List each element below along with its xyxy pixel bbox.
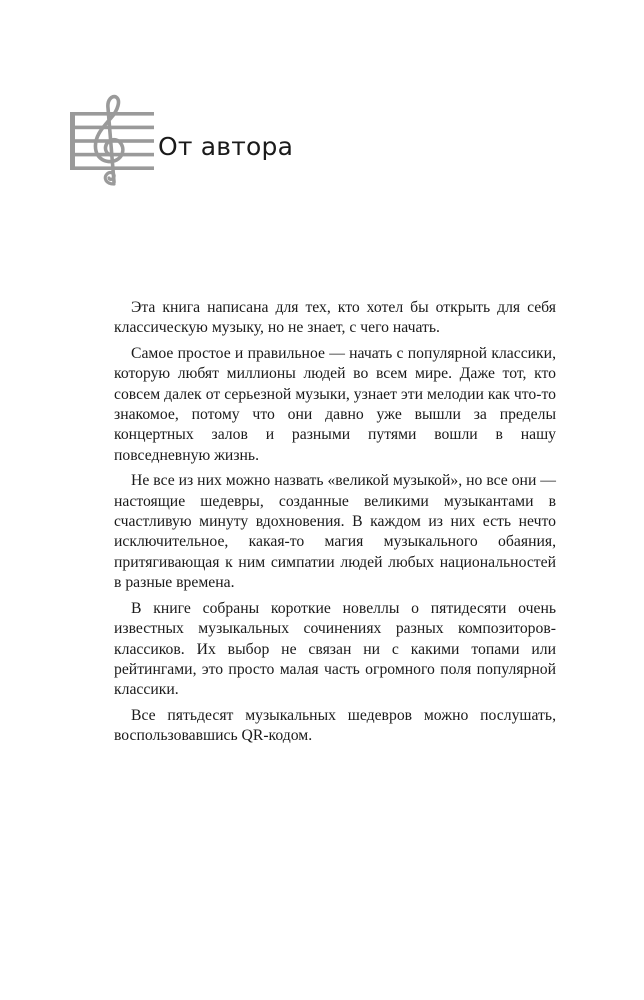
paragraph: Все пятьдесят музыкальных шедевров можно послушать, воспользовавшись QR-кодом. — [114, 706, 556, 745]
chapter-heading — [70, 94, 293, 186]
body-text — [114, 298, 556, 752]
paragraph: Самое простое и правильное — начать с популярной классики, которую любят миллионы людей во всем мире. Даже тот, кто совсем далек от серьезной музыки, узнает эти мелодии как что-то знакомое, потому что они давно уже вышли за пределы концертных залов и разными путями вошли в нашу повседневную жизнь. — [114, 344, 556, 464]
paragraph: Эта книга написана для тех, кто хотел бы открыть для себя классическую музыку, но не знает, с чего начать. — [114, 299, 556, 337]
page-title: От автора — [158, 131, 294, 161]
paragraph: В книге собраны короткие новеллы о пятидесяти очень известных музыкальных сочинениях разных композиторов-классиков. Их выбор не связан ни с какими топами или рейтингами, это просто малая часть огромного поля популярной классики. — [114, 599, 556, 699]
treble-clef-staff-icon — [70, 94, 156, 186]
paragraph: Не все из них можно назвать «великой музыкой», но все они — настоящие шедевры, созданные великими музыкантами в счастливую минуту вдохновения. В каждом из них есть нечто исключительное, какая-то магия музыкального обаяния, притягивающая к ним симпатии людей любых национальностей в разные времена. — [114, 472, 556, 592]
